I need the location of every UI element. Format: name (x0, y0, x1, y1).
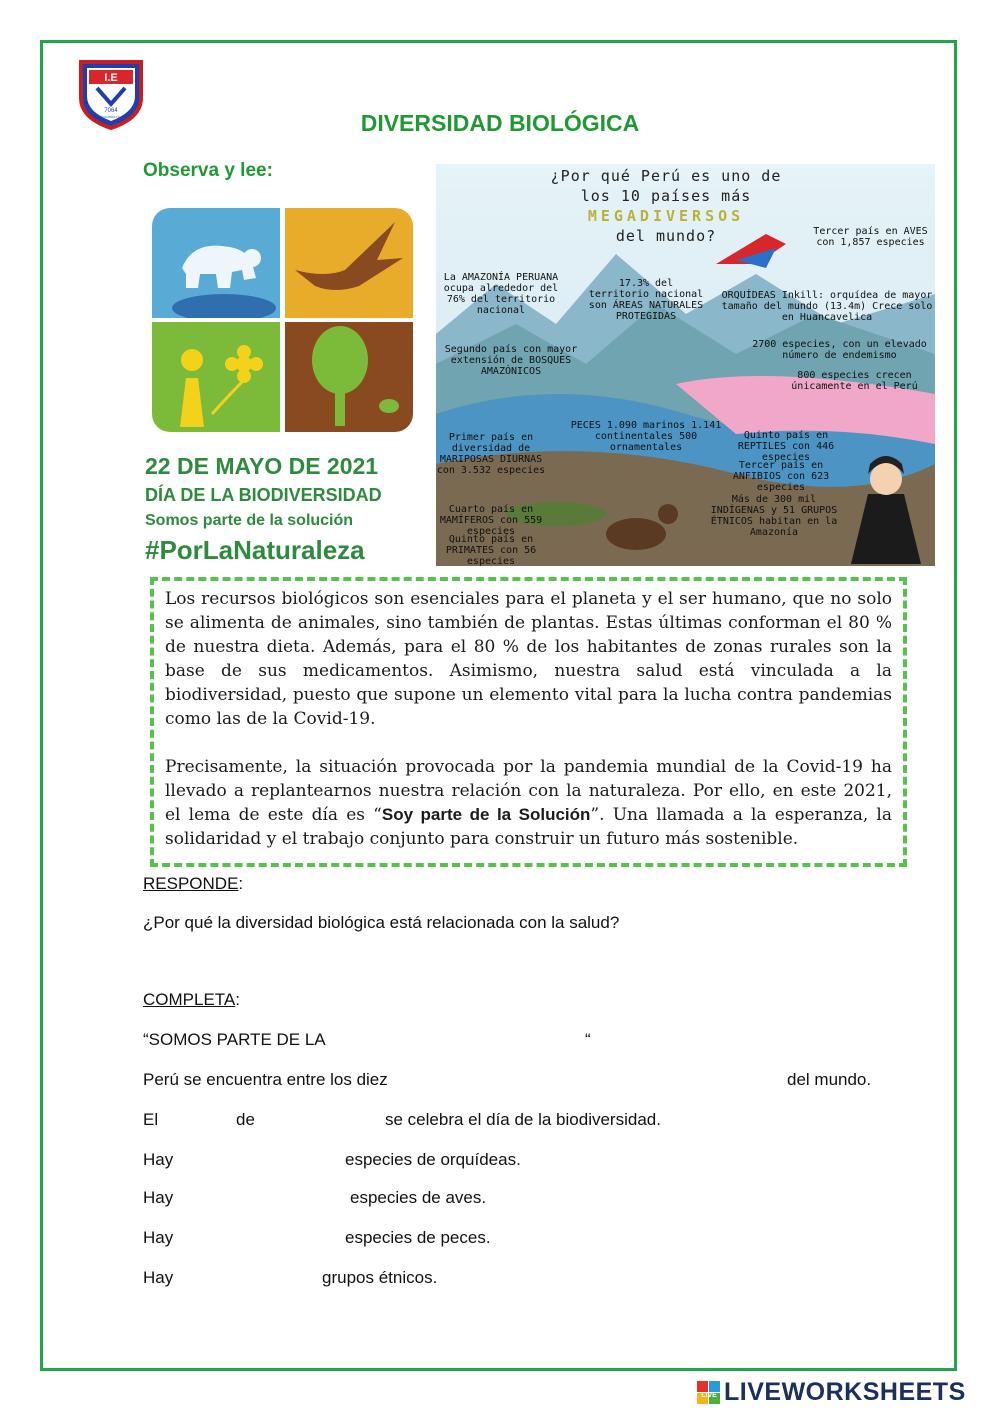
poster-tile-bird (285, 208, 413, 318)
completa-line4-end: especies de orquídeas. (345, 1150, 521, 1169)
infographic-title-line2: los 10 países más (580, 187, 752, 205)
completa-line7-end: grupos étnicos. (322, 1268, 438, 1287)
completa-line5-end: especies de aves. (350, 1188, 487, 1207)
responde-label: RESPONDE (143, 874, 239, 893)
completa-line5-start: Hay (143, 1188, 174, 1207)
completa-heading (143, 990, 240, 1010)
ig-areas: 17.3% del territorio nacional son ÁREAS NATURALES PROTEGIDAS (588, 278, 704, 322)
polar-bear-icon (152, 208, 280, 318)
completa-line6-start: Hay (143, 1228, 174, 1247)
logo-number: 7064 (104, 108, 118, 114)
poster-slogan: Somos parte de la solución (145, 512, 354, 529)
completa-line7-start: Hay (143, 1268, 174, 1287)
ig-primates: Quinto país en PRIMATES con 56 especies (445, 534, 537, 566)
observa-label: Observa y lee: (143, 160, 273, 181)
girl-flower-icon (152, 322, 280, 432)
liveworksheets-watermark[interactable]: LIVEWORKSHEETS (724, 1378, 966, 1406)
liveworksheets-logo-icon (697, 1381, 721, 1405)
poster-tile-bear (152, 208, 280, 318)
paragraph-2-bold: Soy parte de la Solución (381, 805, 591, 824)
completa-line6-end: especies de peces. (345, 1228, 491, 1247)
ig-orquideas-800: 800 especies crecen únicamente en el Perú (791, 370, 918, 392)
logo-letters: I.E (104, 72, 118, 84)
completa-line2-end: del mundo. (787, 1070, 872, 1089)
poster-tile-girl (152, 322, 280, 432)
page-title: DIVERSIDAD BIOLÓGICA (360, 110, 640, 136)
paragraph-2-start: Precisamente, la situación provocada por la pandemia mundial de la Covid-19 ha llevado a replantearnos nuestra relación con la naturaleza. Por ello, en este 2021, el lema de este día es “ (165, 757, 892, 825)
ig-peces: PECES 1.090 marinos 1.141 continentales 500 ornamentales (570, 420, 722, 453)
completa-line1-start: “SOMOS PARTE DE LA (143, 1030, 326, 1049)
ig-mariposas: Primer país en diversidad de MARIPOSAS DIURNAS con 3.532 especies (436, 432, 546, 476)
poster-hashtag: #PorLaNaturaleza (145, 535, 365, 565)
paragraph-2-end: ”. Una llamada a la esperanza, la solidaridad y el trabajo conjunto para construir un futuro más sostenible. (165, 805, 892, 849)
poster-tile-tree (285, 322, 413, 432)
ig-orquideas-2700: 2700 especies, con un elevado número de endemismo (752, 339, 927, 361)
ig-reptiles: Quinto país en REPTILES con 446 especies (737, 430, 835, 463)
ig-aves: Tercer país en AVES con 1,857 especies (813, 226, 928, 248)
completa-line3-start: El (143, 1110, 159, 1129)
tree-icon (285, 322, 413, 432)
infographic-title (476, 166, 856, 246)
ig-amazonia: La AMAZONÍA PERUANA ocupa alrededor del 76% del territorio nacional (443, 272, 559, 316)
paragraph-2 (165, 755, 892, 851)
completa-colon: : (235, 990, 240, 1009)
responde-question: ¿Por qué la diversidad biológica está relacionada con la salud? (143, 913, 620, 932)
infographic-title-line4: del mundo? (615, 227, 717, 245)
ig-orquideas: ORQUÍDEAS Inkill: orquídea de mayor tamaño del mundo (13.4m) Crece solo en Huancavelica (721, 290, 933, 323)
ig-bosques: Segundo país con mayor extensión de BOSQUES AMAZÓNICOS (444, 344, 578, 377)
completa-line3-end: se celebra el día de la biodiversidad. (385, 1110, 661, 1129)
biodiversity-poster (145, 205, 423, 570)
paragraph-1: Los recursos biológicos son esenciales para el planeta y el ser humano, que no solo se alimenta de animales, sino también de plantas. Estas últimas conforman el 80 % de nuestra dieta. Además, para el 80 % de los habitantes de zonas rurales son la base de sus medicamentos. Asimismo, nuestra salud está vinculada a la biodiversidad, puesto que supone un elemento vital para la lucha contra pandemias como las de la Covid-19. (165, 589, 892, 729)
infographic-title-line3: MEGADIVERSOS (587, 207, 745, 225)
ig-anfibios: Tercer país en ANFIBIOS con 623 especies (732, 460, 830, 493)
poster-date: 22 DE MAYO DE 2021 (145, 453, 379, 479)
responde-heading (143, 874, 243, 894)
peru-megadiverse-infographic (436, 164, 935, 566)
ig-indigenas: Más de 300 mil INDÍGENAS y 51 GRUPOS ÉTNICOS habitan en la Amazonía (710, 494, 838, 538)
logo-caption: SUEÑOS PARA TU NIÑA (93, 115, 129, 119)
responde-colon: : (238, 874, 244, 893)
completa-line2-start: Perú se encuentra entre los diez (143, 1070, 388, 1089)
watermark-logo-text: LIVE (701, 1392, 717, 1399)
poster-event: DÍA DE LA BIODIVERSIDAD (145, 485, 382, 505)
completa-line3-mid: de (236, 1110, 255, 1129)
ig-mamiferos: Cuarto país en MAMÍFEROS con 559 especies (439, 504, 543, 537)
bird-icon (285, 208, 413, 318)
completa-line4-start: Hay (143, 1150, 174, 1169)
completa-label: COMPLETA (143, 990, 236, 1009)
infographic-title-line1: ¿Por qué Perú es uno de (550, 167, 782, 185)
completa-line1-end: “ (585, 1030, 591, 1049)
